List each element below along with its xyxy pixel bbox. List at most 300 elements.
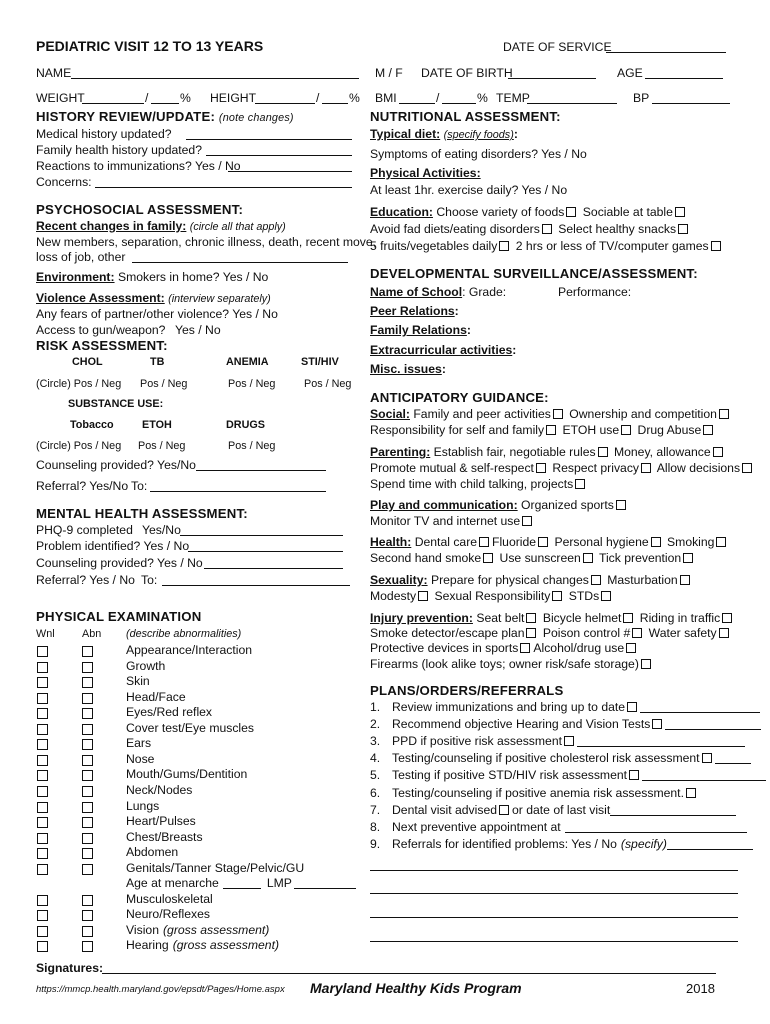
typical-diet-label: Typical diet:	[370, 127, 441, 141]
health-label: Health:	[370, 535, 412, 549]
pe-item	[126, 923, 269, 938]
height-label: HEIGHT	[210, 91, 257, 105]
social-family-peer: Family and peer activities	[413, 407, 551, 421]
plan-item	[392, 786, 699, 801]
inj-traffic: Riding in traffic	[639, 611, 721, 625]
play-sports-checkbox[interactable]	[616, 500, 626, 510]
signatures-field[interactable]	[102, 973, 716, 974]
pe-abn-checkbox[interactable]	[82, 895, 93, 906]
weight-field[interactable]	[82, 103, 144, 104]
pe-item-label: Genitals/Tanner Stage/Pelvic/GU	[126, 860, 305, 875]
health-tick: Tick prevention	[598, 551, 682, 565]
history-title-text: HISTORY REVIEW/UPDATE:	[36, 109, 216, 124]
pe-item	[126, 892, 213, 907]
pe-abn-checkbox[interactable]	[82, 833, 93, 844]
edu-fruits: 5 fruits/vegetables daily	[370, 239, 498, 253]
health-second-hand-checkbox[interactable]	[483, 553, 493, 563]
social-family-peer-checkbox[interactable]	[553, 409, 563, 419]
risk-tb-posneg[interactable]: Pos / Neg	[140, 378, 188, 390]
pe-item	[126, 783, 192, 798]
history-note: (note changes)	[218, 112, 294, 124]
history-field-2[interactable]	[206, 155, 352, 156]
risk-anemia-posneg[interactable]: Pos / Neg	[228, 378, 276, 390]
history-line-2: Family health history updated?	[36, 143, 202, 157]
substance-etoh-posneg[interactable]: Pos / Neg	[138, 440, 186, 452]
par-spend-time-checkbox[interactable]	[575, 479, 585, 489]
describe-header: (describe abnormalities)	[126, 628, 242, 640]
family-relations: Family Relations:	[370, 323, 471, 337]
sex-physical-changes-checkbox[interactable]	[591, 575, 601, 585]
pe-item	[126, 674, 150, 689]
plan-item-field[interactable]	[640, 701, 760, 713]
pe-wnl-checkbox[interactable]	[37, 724, 48, 735]
pe-abn-checkbox[interactable]	[82, 910, 93, 921]
temp-field[interactable]	[527, 103, 617, 104]
plan-item-text: PPD if positive risk assessment	[392, 734, 563, 749]
parenting-line-3	[370, 477, 588, 492]
height-pct-field[interactable]	[322, 103, 348, 104]
name-field[interactable]	[71, 78, 359, 79]
par-spend-time: Spend time with child talking, projects	[370, 477, 574, 491]
pe-item	[126, 767, 247, 782]
play-label: Play and communication:	[370, 498, 518, 512]
sexuality-line-1	[370, 573, 693, 588]
plan-item-field[interactable]	[577, 735, 745, 747]
pe-item	[126, 799, 159, 814]
sex-masturbation-checkbox[interactable]	[680, 575, 690, 585]
footer-url[interactable]: https://mmcp.health.maryland.gov/epsdt/Pages/Home.aspx	[36, 984, 285, 995]
height-pct: %	[349, 91, 360, 105]
plan-item-text: Testing if positive STD/HIV risk assessment	[392, 768, 628, 783]
history-line-3: Reactions to immunizations? Yes / No	[36, 159, 241, 173]
social-line-1	[370, 407, 732, 422]
sex-modesty-checkbox[interactable]	[418, 591, 428, 601]
date-of-service-label: DATE OF SERVICE	[503, 40, 612, 54]
height-slash: /	[316, 91, 320, 105]
pe-item-label: Chest/Breasts	[126, 829, 203, 844]
edu-sociable: Sociable at table	[582, 205, 673, 219]
risk-title: RISK ASSESSMENT:	[36, 338, 168, 353]
pe-item	[126, 814, 196, 829]
plan-item-text: Testing/counseling if positive cholesterol risk assessment	[392, 751, 700, 766]
pe-wnl-checkbox[interactable]	[37, 755, 48, 766]
pe-item	[126, 736, 151, 751]
plan-item-checkbox[interactable]	[652, 719, 662, 729]
health-dental: Dental care	[414, 535, 478, 549]
plan-item-checkbox[interactable]	[702, 753, 712, 763]
pe-abn-checkbox[interactable]	[82, 693, 93, 704]
violence-label: Violence Assessment:	[36, 291, 165, 305]
pe-abn-checkbox[interactable]	[82, 739, 93, 750]
pe-abn-checkbox[interactable]	[82, 864, 93, 875]
plan-item	[392, 734, 745, 749]
lmp-label: LMP	[266, 876, 292, 891]
sexuality-label: Sexuality:	[370, 573, 428, 587]
health-line-2	[370, 551, 696, 566]
sex-masturbation: Masturbation	[607, 573, 678, 587]
pe-wnl-checkbox[interactable]	[37, 833, 48, 844]
history-line-1: Medical history updated?	[36, 127, 172, 141]
inj-protective-checkbox[interactable]	[520, 643, 530, 653]
plan-item-checkbox[interactable]	[627, 702, 637, 712]
form-title: PEDIATRIC VISIT 12 TO 13 YEARS	[36, 38, 264, 54]
extracurricular: Extracurricular activities:	[370, 343, 517, 357]
height-field[interactable]	[255, 103, 315, 104]
lmp-field[interactable]	[294, 877, 356, 889]
pe-item-label: Musculoskeletal	[126, 891, 213, 906]
pe-wnl-checkbox[interactable]	[37, 708, 48, 719]
recent-changes-text-2: loss of job, other	[36, 250, 126, 264]
bp-label: BP	[633, 91, 650, 105]
plan-number: 3.	[370, 734, 381, 749]
bmi-label: BMI	[375, 91, 397, 105]
environment-text: Smokers in home? Yes / No	[117, 270, 269, 284]
bmi-field[interactable]	[399, 103, 435, 104]
inj-smoke-detector-checkbox[interactable]	[526, 628, 536, 638]
par-privacy-checkbox[interactable]	[641, 463, 651, 473]
inj-alcohol-checkbox[interactable]	[626, 643, 636, 653]
education-label: Education:	[370, 205, 433, 219]
pe-item-label: Ears	[126, 736, 152, 751]
par-money-checkbox[interactable]	[713, 447, 723, 457]
plan-item-checkbox[interactable]	[499, 805, 509, 815]
inj-helmet: Bicycle helmet	[542, 611, 622, 625]
history-field-3[interactable]	[228, 171, 352, 172]
peer-relations-label: Peer Relations	[370, 304, 455, 318]
age-label: AGE	[617, 66, 643, 80]
social-ownership-checkbox[interactable]	[719, 409, 729, 419]
problem-field[interactable]	[188, 551, 343, 552]
menarche-age-field[interactable]	[223, 877, 261, 889]
inj-traffic-checkbox[interactable]	[722, 613, 732, 623]
pe-abn-checkbox[interactable]	[82, 677, 93, 688]
health-sunscreen-checkbox[interactable]	[583, 553, 593, 563]
environment-line	[36, 270, 268, 285]
name-label: NAME	[36, 66, 72, 80]
social-ownership: Ownership and competition	[569, 407, 717, 421]
pe-abn-checkbox[interactable]	[82, 926, 93, 937]
temp-label: TEMP	[496, 91, 530, 105]
risk-sti-posneg[interactable]: Pos / Neg	[304, 378, 352, 390]
pe-item	[126, 705, 212, 720]
plan-item-field[interactable]	[565, 821, 747, 833]
violence-q1: Any fears of partner/other violence? Yes / No	[36, 307, 278, 321]
nutrition-title: NUTRITIONAL ASSESSMENT:	[370, 109, 561, 124]
recent-changes-text-1: New members, separation, chronic illness, death, recent move,	[36, 235, 377, 249]
developmental-title: DEVELOPMENTAL SURVEILLANCE/ASSESSMENT:	[370, 266, 698, 281]
pe-wnl-checkbox[interactable]	[37, 739, 48, 750]
plan-or-date: or date of last visit	[512, 802, 611, 817]
pe-wnl-checkbox[interactable]	[37, 802, 48, 813]
risk-col-chol: CHOL	[72, 356, 103, 368]
injury-label: Injury prevention:	[370, 611, 473, 625]
par-respect-checkbox[interactable]	[536, 463, 546, 473]
environment-label: Environment:	[36, 270, 115, 284]
inj-protective: Protective devices in sports	[370, 641, 519, 655]
performance-label: Performance:	[558, 285, 632, 299]
health-tick-checkbox[interactable]	[683, 553, 693, 563]
sex-modesty: Modesty	[370, 589, 417, 603]
phq-answer: Yes/No	[142, 523, 181, 537]
injury-line-2	[370, 626, 732, 641]
pe-wnl-checkbox[interactable]	[37, 895, 48, 906]
substance-drugs-posneg[interactable]: Pos / Neg	[228, 440, 276, 452]
mental-counseling: Counseling provided? Yes / No	[36, 556, 203, 570]
pe-item	[126, 876, 356, 891]
play-line-1	[370, 498, 629, 513]
school-label: Name of School	[370, 285, 463, 299]
pe-item-label: Heart/Pulses	[126, 814, 196, 829]
pe-item-label: Hearing	[126, 938, 169, 953]
inj-firearms-checkbox[interactable]	[641, 659, 651, 669]
health-smoking-checkbox[interactable]	[716, 537, 726, 547]
edu-fruits-checkbox[interactable]	[499, 241, 509, 251]
dob-label: DATE OF BIRTH	[421, 66, 513, 80]
substance-col-tobacco: Tobacco	[70, 419, 114, 431]
edu-fad-diets-checkbox[interactable]	[542, 224, 552, 234]
extracurricular-label: Extracurricular activities	[370, 343, 513, 357]
substance-row-circle[interactable]: (Circle) Pos / Neg	[36, 440, 122, 452]
pe-abn-checkbox[interactable]	[82, 941, 93, 952]
social-responsibility-checkbox[interactable]	[546, 425, 556, 435]
pe-wnl-checkbox[interactable]	[37, 941, 48, 952]
pe-wnl-checkbox[interactable]	[37, 848, 48, 859]
edu-variety: Choose variety of foods	[436, 205, 565, 219]
health-line-1	[370, 535, 729, 550]
mental-referral: Referral? Yes / No	[36, 573, 135, 587]
pe-item-label: Growth	[126, 658, 166, 673]
edu-tv: 2 hrs or less of TV/computer games	[515, 239, 709, 253]
sex-label: M / F	[375, 66, 403, 80]
inj-poison-checkbox[interactable]	[632, 628, 642, 638]
social-etoh-checkbox[interactable]	[621, 425, 631, 435]
risk-counseling-field[interactable]	[196, 470, 326, 471]
plan-item-field[interactable]	[667, 838, 753, 850]
plan-item-text: Next preventive appointment at	[392, 819, 561, 834]
pe-abn-checkbox[interactable]	[82, 724, 93, 735]
bp-field[interactable]	[652, 103, 730, 104]
edu-sociable-checkbox[interactable]	[675, 207, 685, 217]
plan-number: 9.	[370, 836, 381, 851]
plan-item-text: Recommend objective Hearing and Vision Tests	[392, 717, 651, 732]
pe-item	[126, 752, 154, 767]
risk-referral-to: To:	[131, 479, 148, 493]
edu-fad-diets: Avoid fad diets/eating disorders	[370, 222, 540, 236]
sex-responsibility: Sexual Responsibility	[434, 589, 551, 603]
pe-item	[126, 938, 279, 953]
plans-note-line-4[interactable]	[370, 941, 738, 942]
recent-changes-other-field[interactable]	[132, 262, 348, 263]
pe-abn-checkbox[interactable]	[82, 770, 93, 781]
plan-item-field[interactable]	[715, 752, 751, 764]
pe-item	[126, 659, 165, 674]
pe-abn-checkbox[interactable]	[82, 848, 93, 859]
pe-item	[126, 907, 210, 922]
plan-item-text: Testing/counseling if positive anemia risk assessment.	[392, 785, 684, 800]
violence-q2: Access to gun/weapon?	[36, 323, 166, 337]
pe-wnl-checkbox[interactable]	[37, 646, 48, 657]
pe-item-label: Appearance/Interaction	[126, 643, 253, 657]
bmi-pct: %	[477, 91, 488, 105]
weight-pct: %	[180, 91, 191, 105]
pe-wnl-checkbox[interactable]	[37, 910, 48, 921]
plan-item	[392, 820, 747, 835]
inj-water: Water safety	[648, 626, 717, 640]
inj-seat-belt: Seat belt	[476, 611, 525, 625]
weight-slash: /	[145, 91, 149, 105]
pe-item-label: Skin	[126, 674, 150, 689]
risk-counseling: Counseling provided? Yes/No	[36, 458, 196, 472]
plans-note-line-2[interactable]	[370, 893, 738, 894]
injury-line-3	[370, 641, 639, 656]
typical-diet-note: (specify foods)	[443, 129, 514, 141]
pe-abn-checkbox[interactable]	[82, 817, 93, 828]
mental-referral-to: To:	[141, 573, 158, 587]
pe-abn-checkbox[interactable]	[82, 802, 93, 813]
plan-item	[392, 751, 751, 766]
pe-wnl-checkbox[interactable]	[37, 693, 48, 704]
health-hygiene: Personal hygiene	[554, 535, 649, 549]
pe-item-label: Mouth/Gums/Dentition	[126, 767, 248, 782]
age-field[interactable]	[645, 78, 723, 79]
phq-label: PHQ-9 completed	[36, 523, 133, 537]
parenting-line-1	[370, 445, 726, 460]
pe-item	[126, 643, 252, 658]
edu-variety-checkbox[interactable]	[566, 207, 576, 217]
plan-item-checkbox[interactable]	[686, 788, 696, 798]
sex-responsibility-checkbox[interactable]	[552, 591, 562, 601]
plan-item-text: Review immunizations and bring up to date	[392, 700, 626, 714]
mental-counseling-field[interactable]	[204, 568, 343, 569]
plan-number: 4.	[370, 751, 381, 766]
plan-number: 5.	[370, 768, 381, 783]
pe-wnl-checkbox[interactable]	[37, 770, 48, 781]
bmi-pct-field[interactable]	[442, 103, 476, 104]
history-field-4[interactable]	[95, 187, 352, 188]
mental-referral-field[interactable]	[162, 585, 350, 586]
social-etoh: ETOH use	[562, 423, 620, 437]
inj-seat-belt-checkbox[interactable]	[526, 613, 536, 623]
inj-water-checkbox[interactable]	[719, 628, 729, 638]
substance-title: SUBSTANCE USE:	[68, 398, 164, 410]
pe-item-label: Neck/Nodes	[126, 782, 193, 797]
risk-col-anemia: ANEMIA	[226, 356, 269, 368]
plan-number: 1.	[370, 700, 381, 714]
recent-changes-line	[36, 219, 286, 234]
social-drug-abuse-checkbox[interactable]	[703, 425, 713, 435]
health-fluoride: Fluoride	[492, 535, 537, 549]
plan-item	[392, 768, 766, 783]
dob-field[interactable]	[508, 78, 596, 79]
health-sunscreen: Use sunscreen	[499, 551, 581, 565]
plan-item-checkbox[interactable]	[629, 770, 639, 780]
mental-title: MENTAL HEALTH ASSESSMENT:	[36, 506, 248, 521]
risk-row-circle[interactable]: (Circle) Pos / Neg	[36, 378, 122, 390]
family-relations-label: Family Relations	[370, 323, 467, 337]
plans-note-line-3[interactable]	[370, 917, 738, 918]
pe-item-label: Vision	[126, 922, 159, 937]
par-decisions-checkbox[interactable]	[742, 463, 752, 473]
date-of-service-field[interactable]	[606, 52, 726, 53]
recent-changes-note: (circle all that apply)	[189, 221, 286, 233]
pe-item-label: Cover test/Eye muscles	[126, 720, 255, 735]
health-fluoride-checkbox[interactable]	[538, 537, 548, 547]
activities-text: At least 1hr. exercise daily? Yes / No	[370, 183, 568, 197]
par-rules-checkbox[interactable]	[598, 447, 608, 457]
pe-wnl-checkbox[interactable]	[37, 786, 48, 797]
plans-note-line-1[interactable]	[370, 870, 738, 871]
sex-physical-changes: Prepare for physical changes	[430, 573, 589, 587]
misc-issues-label: Misc. issues	[370, 362, 442, 376]
play-monitor-tv-checkbox[interactable]	[522, 516, 532, 526]
par-money: Money, allowance	[613, 445, 711, 459]
plan-item-checkbox[interactable]	[564, 736, 574, 746]
phq-field[interactable]	[180, 535, 343, 536]
education-line-1	[370, 205, 688, 220]
education-line-3	[370, 239, 724, 254]
pe-item	[126, 830, 203, 845]
health-hygiene-checkbox[interactable]	[651, 537, 661, 547]
risk-col-stihiv: STI/HIV	[301, 356, 339, 368]
pe-wnl-checkbox[interactable]	[37, 662, 48, 673]
plan-item-field[interactable]	[642, 769, 766, 781]
pe-wnl-checkbox[interactable]	[37, 926, 48, 937]
edu-snacks-checkbox[interactable]	[678, 224, 688, 234]
problem-identified: Problem identified? Yes / No	[36, 539, 190, 553]
plan-item-field[interactable]	[610, 804, 736, 816]
social-responsibility: Responsibility for self and family	[370, 423, 545, 437]
pe-item	[126, 721, 254, 736]
plans-title: PLANS/ORDERS/REFERRALS	[370, 683, 564, 698]
health-dental-checkbox[interactable]	[479, 537, 489, 547]
weight-pct-field[interactable]	[151, 103, 179, 104]
plan-item-text: Referrals for identified problems: Yes / No	[392, 836, 617, 851]
eating-disorders: Symptoms of eating disorders? Yes / No	[370, 147, 587, 161]
recent-changes-label: Recent changes in family:	[36, 219, 187, 233]
play-monitor-tv: Monitor TV and internet use	[370, 514, 521, 528]
edu-tv-checkbox[interactable]	[711, 241, 721, 251]
substance-col-etoh: ETOH	[142, 419, 172, 431]
social-label: Social:	[370, 407, 410, 421]
pe-item-label: Head/Face	[126, 689, 186, 704]
pe-wnl-checkbox[interactable]	[37, 864, 48, 875]
pe-item-label: Age at menarche	[126, 876, 219, 891]
plan-item-field[interactable]	[665, 718, 761, 730]
inj-helmet-checkbox[interactable]	[623, 613, 633, 623]
abn-header: Abn	[82, 628, 102, 640]
health-second-hand: Second hand smoke	[370, 551, 482, 565]
peer-relations: Peer Relations:	[370, 304, 459, 318]
history-field-1[interactable]	[186, 139, 352, 140]
risk-referral-field[interactable]	[150, 491, 326, 492]
play-sports: Organized sports	[521, 498, 614, 512]
pe-abn-checkbox[interactable]	[82, 646, 93, 657]
plan-number: 2.	[370, 717, 381, 732]
pe-abn-checkbox[interactable]	[82, 755, 93, 766]
pe-item-label: Eyes/Red reflex	[126, 705, 213, 720]
pe-abn-checkbox[interactable]	[82, 662, 93, 673]
pe-abn-checkbox[interactable]	[82, 708, 93, 719]
pe-abn-checkbox[interactable]	[82, 786, 93, 797]
play-line-2	[370, 514, 535, 529]
pe-wnl-checkbox[interactable]	[37, 817, 48, 828]
plan-number: 6.	[370, 785, 381, 800]
pe-wnl-checkbox[interactable]	[37, 677, 48, 688]
sex-stds: STDs	[568, 589, 600, 603]
sex-stds-checkbox[interactable]	[601, 591, 611, 601]
inj-poison: Poison control #	[542, 626, 631, 640]
history-line-4: Concerns:	[36, 175, 92, 189]
